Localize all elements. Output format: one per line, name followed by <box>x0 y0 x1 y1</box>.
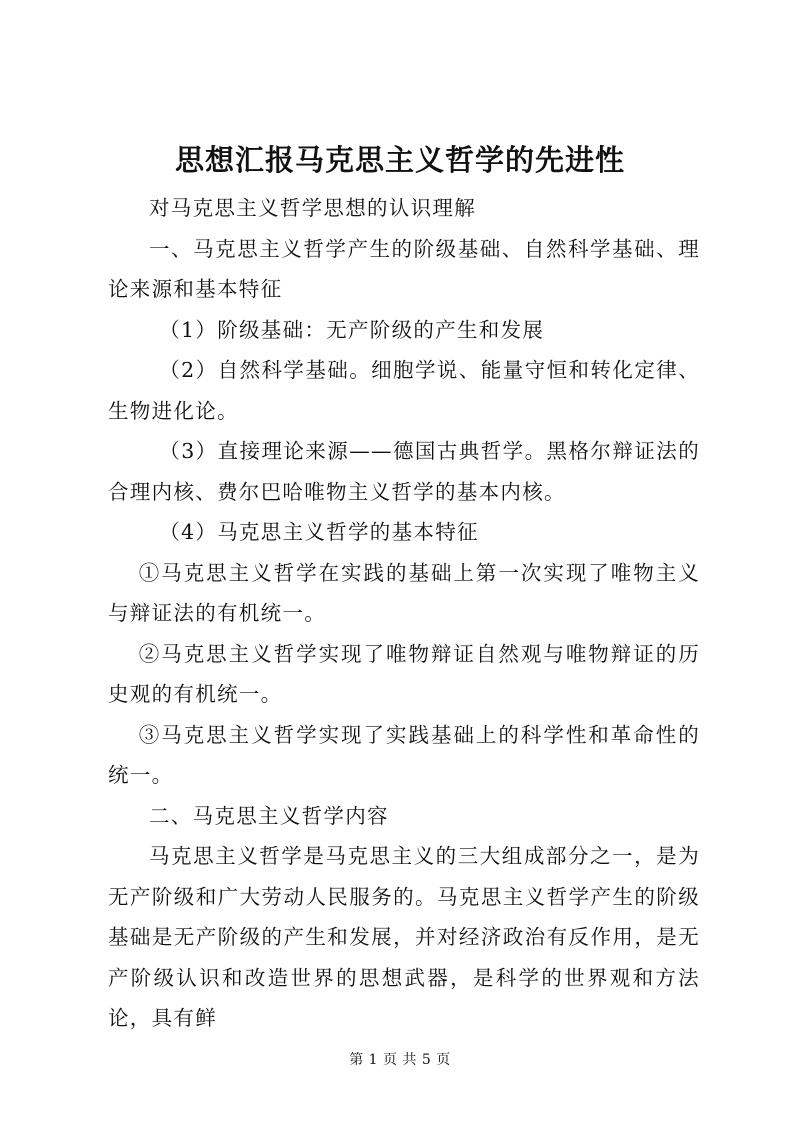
paragraph-content-body: 马克思主义哲学是马克思主义的三大组成部分之一，是为无产阶级和广大劳动人民服务的。马克思主义哲学产生的阶级基础是无产阶级的产生和发展，并对经济政治有反作用，是无产阶级认识和改造世界的思想武器，是科学的世界观和方法论，具有鲜 <box>108 844 700 1030</box>
paragraph-science-basis: （2）自然科学基础。细胞学说、能量守恒和转化定律、生物进化论。 <box>108 358 700 423</box>
paragraph-feature-two: ②马克思主义哲学实现了唯物辩证自然观与唯物辩证的历史观的有机统一。 <box>108 641 700 706</box>
paragraph-basic-features: （4）马克思主义哲学的基本特征 <box>159 520 479 544</box>
paragraph-class-basis: （1）阶级基础：无产阶级的产生和发展 <box>159 317 545 342</box>
paragraph-section-two: 二、马克思主义哲学内容 <box>149 803 389 828</box>
paragraph-theory-source: （3）直接理论来源——德国古典哲学。黑格尔辩证法的合理内核、费尔巴哈唯物主义哲学的基本内核。 <box>108 439 700 504</box>
paragraph-heading-understanding: 对马克思主义哲学思想的认识理解 <box>149 196 476 220</box>
page-footer: 第 1 页 共 5 页 <box>349 1052 451 1068</box>
paragraph-feature-one: ①马克思主义哲学在实践的基础上第一次实现了唯物主义与辩证法的有机统一。 <box>108 560 700 625</box>
document-title: 思想汇报马克思主义哲学的先进性 <box>174 143 625 177</box>
paragraph-feature-three: ③马克思主义哲学实现了实践基础上的科学性和革命性的统一。 <box>108 722 700 787</box>
paragraph-section-one: 一、马克思主义哲学产生的阶级基础、自然科学基础、理论来源和基本特征 <box>108 236 700 301</box>
document-body <box>108 188 700 1039</box>
